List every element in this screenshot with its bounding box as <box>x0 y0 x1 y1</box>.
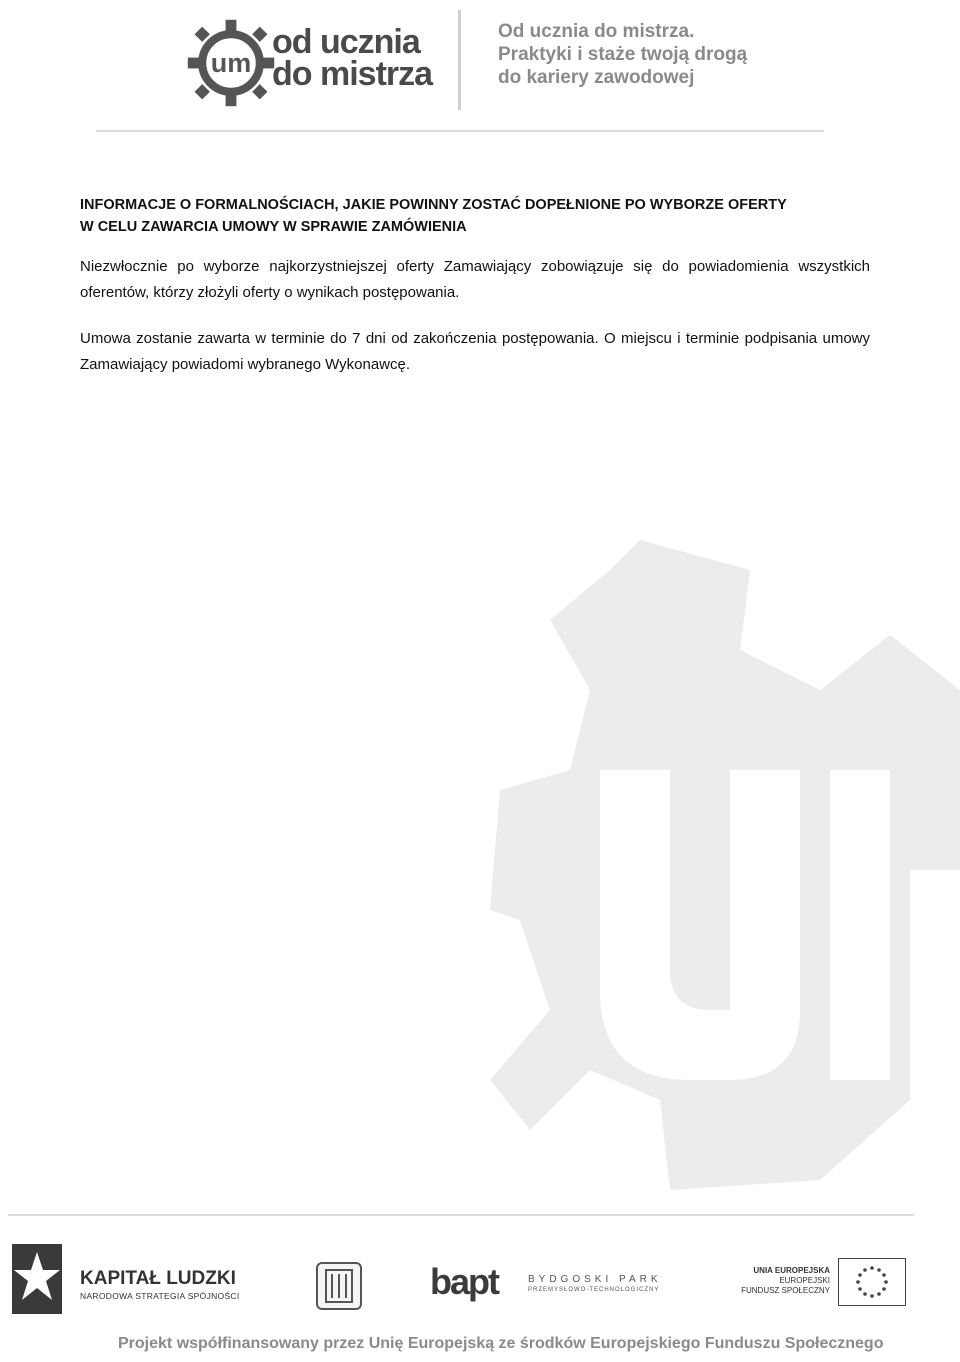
bapt-text <box>528 1274 698 1295</box>
kapital-ludzki-logo <box>80 1268 240 1302</box>
gear-logo-icon <box>186 18 276 108</box>
header-tagline <box>498 20 747 89</box>
tagline-line-3: do kariery zawodowej <box>498 67 695 88</box>
header-rule <box>96 130 824 132</box>
footer-rule <box>8 1214 914 1216</box>
tagline-line-1: Od ucznia do mistrza. <box>498 21 695 42</box>
eu-text <box>720 1266 830 1296</box>
document-heading <box>80 194 870 238</box>
cofinancing-banner: Projekt współfinansowany przez Unię Europejską ze środków Europejskiego Funduszu Społecznego <box>118 1335 884 1352</box>
svg-text:um: um <box>210 48 252 78</box>
tagline-line-2: Praktyki i staże twoją drogą <box>498 44 748 65</box>
paragraph-2: Umowa zostanie zawarta w terminie do 7 dni od zakończenia postępowania. O miejscu i terminie podpisania umowy Zamawiający powiadomi wybranego Wykonawcę. <box>80 330 870 373</box>
ptc-emblem-icon <box>316 1262 362 1310</box>
kapital-ludzki-subtitle: NARODOWA STRATEGIA SPÓJNOŚCI <box>80 1291 240 1301</box>
logo-line-1: od ucznia <box>272 23 420 61</box>
logo-wordmark <box>272 23 433 93</box>
header-divider <box>458 10 461 110</box>
kapital-ludzki-star-icon <box>12 1244 62 1314</box>
eu-line-2: EUROPEJSKI <box>779 1276 830 1285</box>
heading-line-2: W CELU ZAWARCIA UMOWY W SPRAWIE ZAMÓWIENIA <box>80 219 467 235</box>
heading-line-1: INFORMACJE O FORMALNOŚCIACH, JAKIE POWINNY ZOSTAĆ DOPEŁNIONE PO WYBORZE OFERTY <box>80 197 787 213</box>
bapt-subtitle: PRZEMYSŁOWO-TECHNOLOGICZNY <box>528 1287 660 1293</box>
bapt-title: BYDGOSKI PARK <box>528 1274 662 1285</box>
logo-line-2: do mistrza <box>272 55 433 93</box>
eu-line-1: UNIA EUROPEJSKA <box>753 1266 830 1275</box>
page-header <box>0 0 960 140</box>
eu-flag-icon <box>838 1258 906 1306</box>
paragraph-1: Niezwłocznie po wyborze najkorzystniejszej oferty Zamawiający zobowiązuje się do powiadomienia wszystkich oferentów, którzy złożyli oferty o wynikach postępowania. <box>80 258 870 301</box>
document-body <box>80 194 870 398</box>
eu-line-3: FUNDUSZ SPOŁECZNY <box>741 1286 830 1295</box>
kapital-ludzki-title: KAPITAŁ LUDZKI <box>80 1268 236 1289</box>
gear-watermark-icon <box>490 540 960 1190</box>
bapt-wordmark: bapt <box>430 1261 498 1302</box>
